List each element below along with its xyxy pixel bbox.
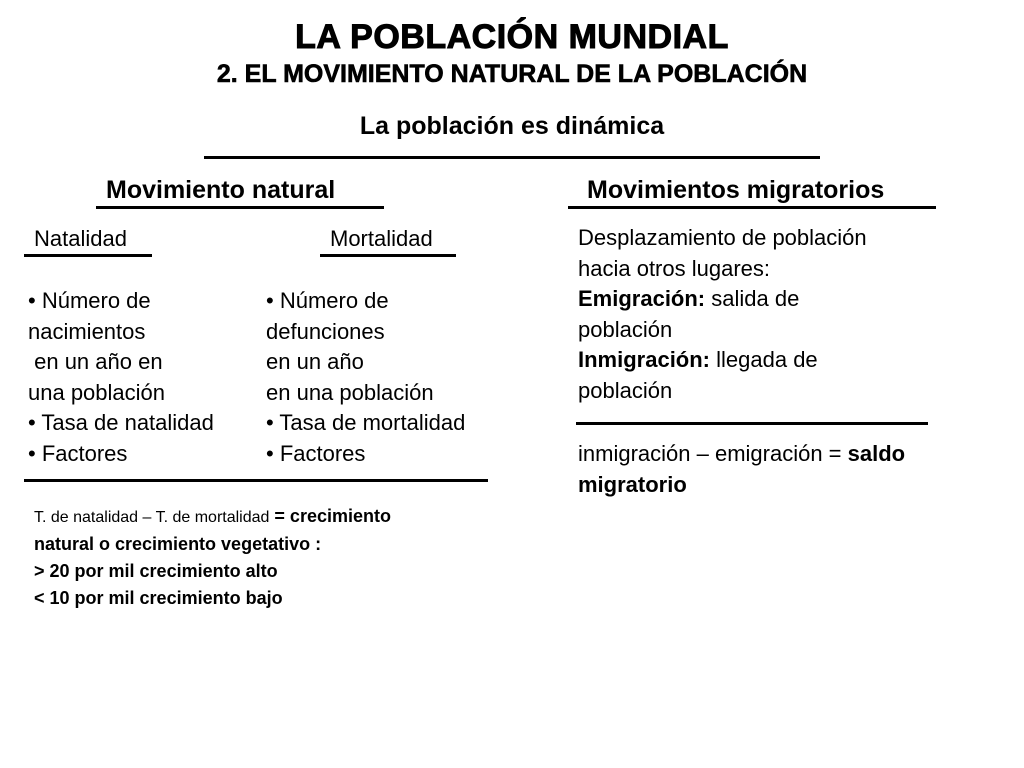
inmigracion-line bbox=[578, 345, 867, 376]
emigracion-line-2: población bbox=[578, 316, 673, 342]
migration-underline bbox=[568, 206, 936, 209]
mortalidad-label: Mortalidad bbox=[330, 226, 433, 251]
list-item: • Número de bbox=[28, 288, 151, 313]
formula-left: T. de natalidad – T. de mortalidad bbox=[34, 509, 270, 526]
formula-line-2: natural o crecimiento vegetativo : bbox=[34, 534, 322, 554]
inmigracion-text: llegada de bbox=[710, 347, 818, 372]
emigracion-text: salida de bbox=[705, 286, 800, 311]
saldo-line-1 bbox=[578, 439, 905, 470]
list-item: defunciones bbox=[266, 318, 385, 344]
migration-divider bbox=[576, 422, 928, 425]
emigracion-label: Emigración: bbox=[578, 286, 706, 311]
natural-movement-underline bbox=[96, 206, 384, 209]
section-subheading: La población es dinámica bbox=[359, 112, 665, 140]
list-item: en una población bbox=[266, 379, 434, 405]
migration-heading: Movimientos migratorios bbox=[587, 176, 885, 204]
subheading-divider bbox=[204, 156, 820, 159]
saldo-bold: saldo bbox=[847, 441, 906, 466]
mortalidad-list bbox=[266, 286, 465, 469]
migration-line-1: Desplazamiento de población bbox=[578, 225, 867, 250]
list-item: • Tasa de natalidad bbox=[28, 410, 214, 435]
page-title: LA POBLACIÓN MUNDIAL bbox=[295, 18, 729, 56]
inmigracion-line-2: población bbox=[578, 377, 673, 403]
saldo-text: inmigración – emigración = bbox=[578, 441, 848, 466]
natural-movement-heading: Movimiento natural bbox=[106, 176, 336, 204]
list-item: • Número de bbox=[266, 288, 389, 313]
migration-line-2: hacia otros lugares: bbox=[578, 255, 770, 281]
list-item: • Factores bbox=[28, 440, 128, 466]
list-item: • Factores bbox=[266, 440, 366, 466]
natalidad-list bbox=[28, 286, 214, 469]
formula-line-1 bbox=[34, 503, 391, 531]
emigracion-line bbox=[578, 284, 867, 315]
formula-line-3: > 20 por mil crecimiento alto bbox=[34, 561, 278, 581]
natalidad-underline bbox=[24, 254, 152, 257]
growth-formula bbox=[34, 503, 391, 612]
list-item: en un año en bbox=[28, 349, 163, 374]
formula-equals: = crecimiento bbox=[269, 506, 391, 526]
list-item: • Tasa de mortalidad bbox=[266, 410, 466, 435]
migration-description bbox=[578, 223, 867, 406]
list-item: en un año bbox=[266, 349, 364, 374]
list-item: nacimientos bbox=[28, 318, 146, 344]
mortalidad-underline bbox=[320, 254, 456, 257]
list-item: una población bbox=[28, 379, 166, 405]
saldo-line-2: migratorio bbox=[578, 471, 687, 497]
formula-line-4: < 10 por mil crecimiento bajo bbox=[34, 588, 283, 608]
migratory-balance bbox=[578, 439, 905, 500]
page-subtitle: 2. EL MOVIMIENTO NATURAL DE LA POBLACIÓN bbox=[216, 60, 808, 88]
natural-list-divider bbox=[24, 479, 488, 482]
inmigracion-label: Inmigración: bbox=[578, 347, 711, 372]
natalidad-label: Natalidad bbox=[34, 226, 127, 251]
